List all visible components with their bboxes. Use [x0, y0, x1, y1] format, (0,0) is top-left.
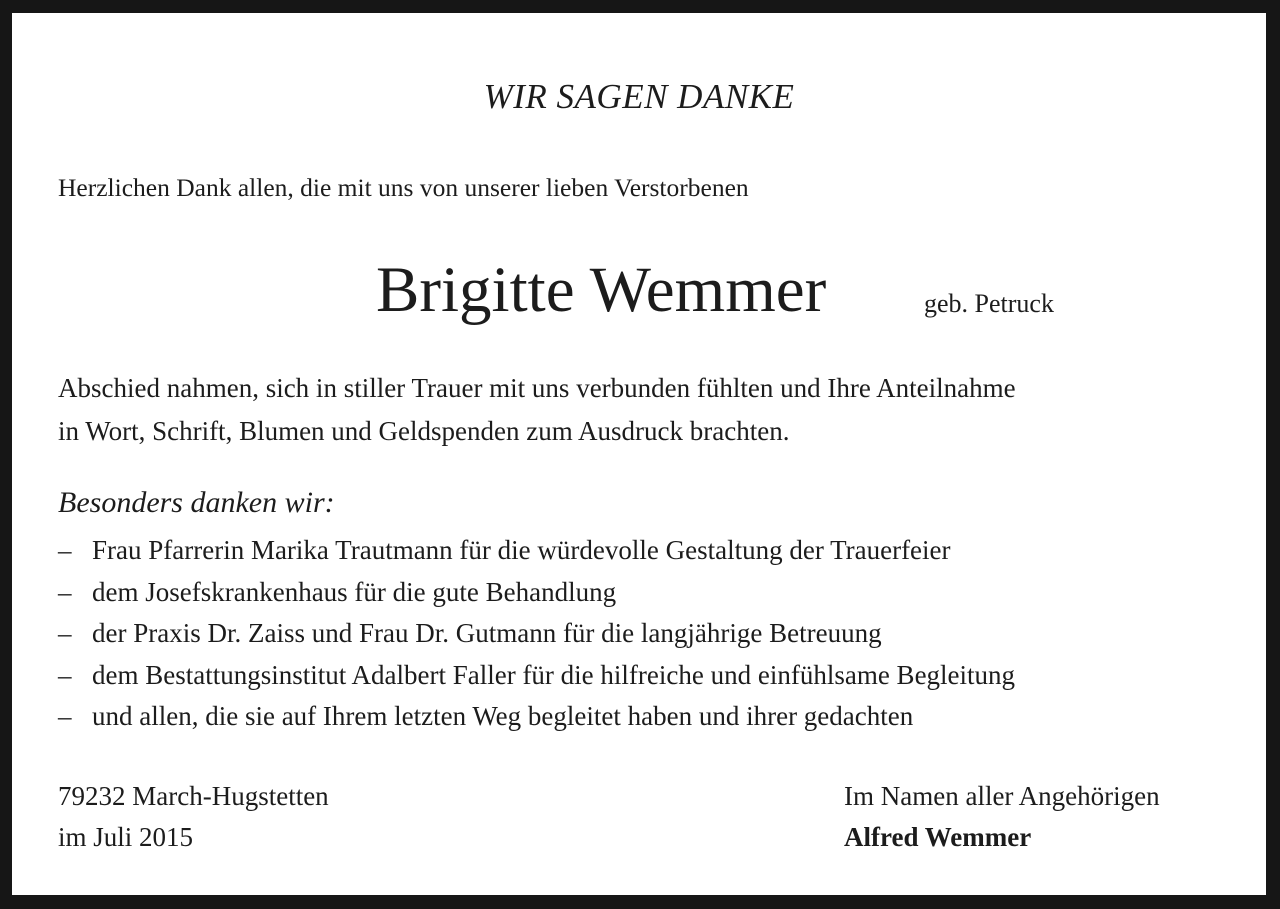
- bullet-dash: –: [58, 535, 72, 565]
- bullet-dash: –: [58, 618, 72, 648]
- thanks-item-text: der Praxis Dr. Zaiss und Frau Dr. Gutmann für die langjährige Betreuung: [92, 618, 882, 648]
- bullet-dash: –: [58, 577, 72, 607]
- maiden-name: geb. Petruck: [924, 289, 1054, 318]
- bullet-dash: –: [58, 701, 72, 731]
- thanks-list-item: [58, 662, 1015, 689]
- body-line-1: Abschied nahmen, sich in stiller Trauer mit uns verbunden fühlten und Ihre Anteilnahme: [58, 373, 1016, 403]
- thanks-item-text: dem Josefskrankenhaus für die gute Behandlung: [92, 577, 617, 607]
- thanks-list-item: [58, 620, 882, 647]
- body-line-2: in Wort, Schrift, Blumen und Geldspenden zum Ausdruck brachten.: [58, 416, 790, 446]
- notice-heading: WIR SAGEN DANKE: [483, 77, 795, 116]
- thanks-item-text: dem Bestattungsinstitut Adalbert Faller für die hilfreiche und einfühlsame Begleitung: [92, 660, 1016, 690]
- deceased-name: Brigitte Wemmer: [376, 254, 827, 326]
- location-text: 79232 March-Hugstetten: [58, 781, 329, 811]
- bullet-dash: –: [58, 660, 72, 690]
- thanks-item-text: Frau Pfarrerin Marika Trautmann für die würdevolle Gestaltung der Trauerfeier: [92, 535, 951, 565]
- thanks-item-text: und allen, die sie auf Ihrem letzten Weg begleitet haben und ihrer gedachten: [92, 701, 914, 731]
- thanks-list-item: [58, 703, 913, 730]
- obituary-notice: [12, 13, 1266, 895]
- date-text: im Juli 2015: [58, 822, 194, 852]
- thanks-list-item: [58, 537, 951, 564]
- signatory-name: Alfred Wemmer: [844, 822, 1032, 852]
- thanks-list-item: [58, 579, 616, 606]
- intro-text: Herzlichen Dank allen, die mit uns von unserer lieben Verstorbenen: [58, 173, 749, 202]
- thanks-heading: Besonders danken wir:: [58, 486, 335, 519]
- signoff-text: Im Namen aller Angehörigen: [844, 781, 1160, 811]
